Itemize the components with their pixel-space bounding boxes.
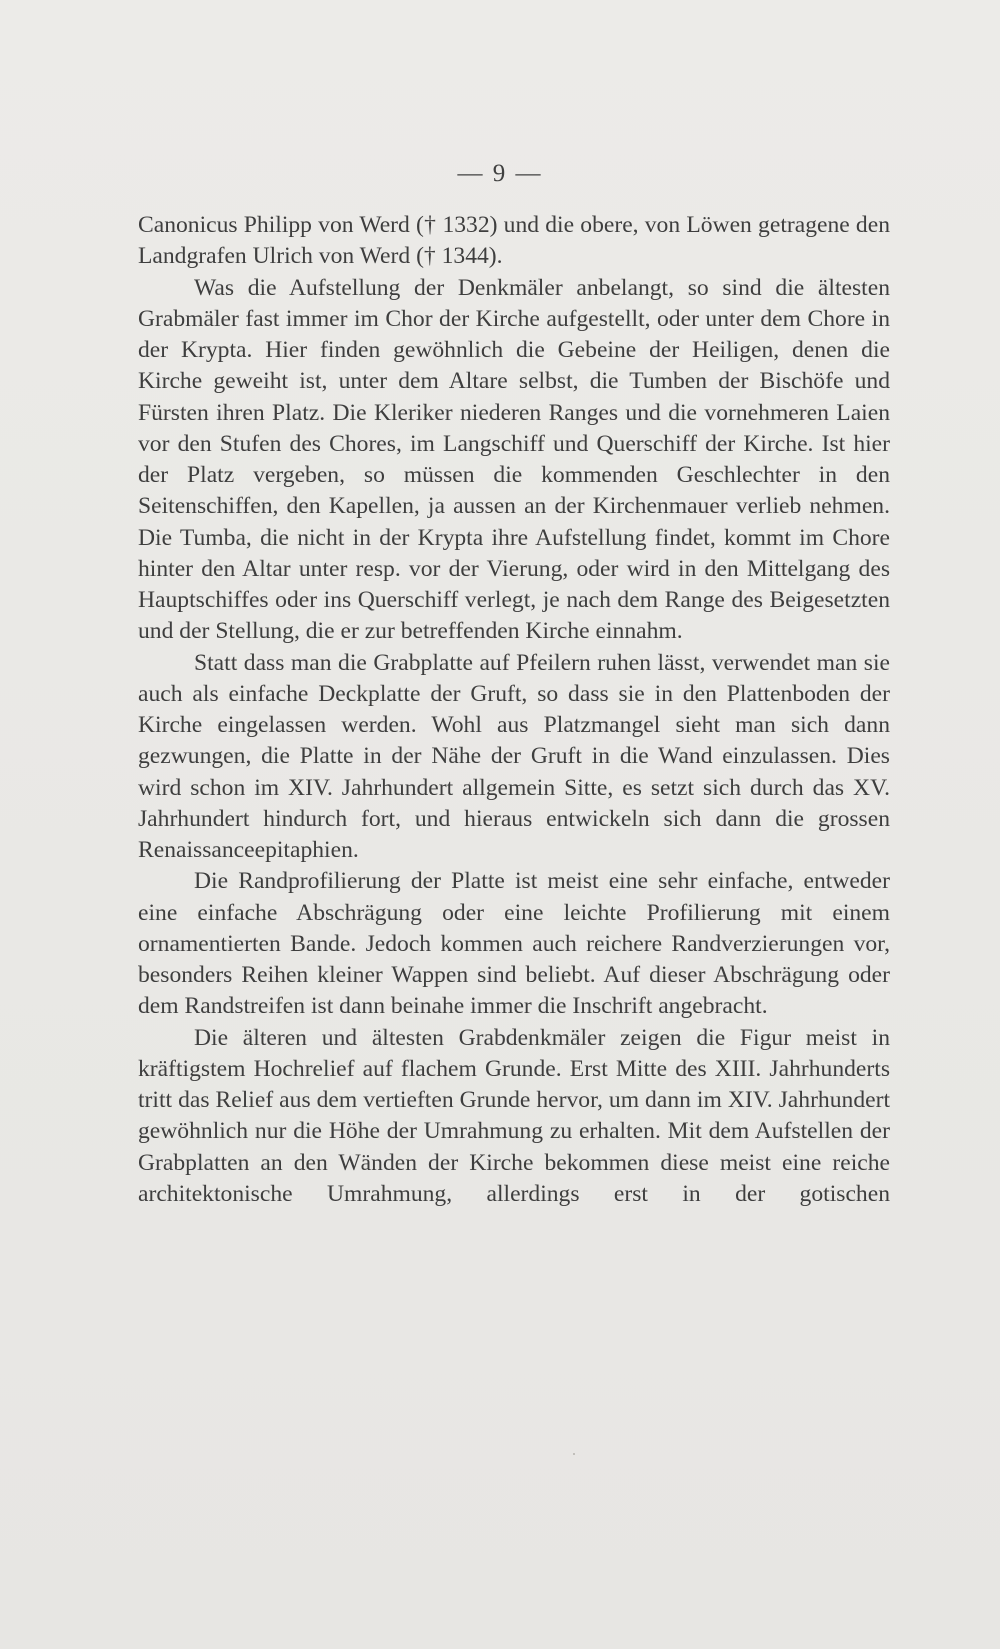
page-number: — 9 — xyxy=(457,160,543,187)
paragraph-1: Canonicus Philipp von Werd († 1332) und die obere, von Löwen getragene den Landgrafen Ulrich von Werd († 1344). xyxy=(138,212,890,270)
paragraph-3: Statt dass man die Grabplatte auf Pfeilern ruhen lässt, verwendet man sie auch als einfache Deckplatte der Gruft, so dass sie in den Plattenboden der Kirche eingelassen werden. Wohl aus Platzmangel sieht man sich dann gezwungen, die Platte in der Nähe der Gruft in die Wand einzulassen. Dies wird schon im XIV. Jahrhundert allgemein Sitte, es setzt sich durch das XV. Jahrhundert hindurch fort, und hieraus entwickeln sich dann die grossen Renaissanceepitaphien. xyxy=(138,649,890,863)
paper-speck xyxy=(573,1453,575,1455)
body-text xyxy=(138,210,890,1210)
paragraph-5: Die älteren und ältesten Grabdenkmäler zeigen die Figur meist in kräftigstem Hochrelief auf flachem Grunde. Erst Mitte des XIII. Jahrhunderts tritt das Relief aus dem vertieften Grunde hervor, um dann im XIV. Jahrhundert gewöhnlich nur die Höhe der Umrahmung zu erhalten. Mit dem Aufstellen der Grabplatten an den Wänden der Kirche bekommen diese meist eine reiche architektonische Umrahmung, allerdings erst in der gotischen xyxy=(138,1024,890,1207)
paragraph-2: Was die Aufstellung der Denkmäler anbelangt, so sind die ältesten Grabmäler fast immer im Chor der Kirche aufgestellt, oder unter dem Chore in der Krypta. Hier finden gewöhnlich die Gebeine der Heiligen, denen die Kirche geweiht ist, unter dem Altare selbst, die Tumben der Bischöfe und Fürsten ihren Platz. Die Kleriker niederen Ranges und die vornehmeren Laien vor den Stufen des Chores, im Langschiff und Querschiff der Kirche. Ist hier der Platz vergeben, so müssen die kommenden Geschlechter in den Seitenschiffen, den Kapellen, ja aussen an der Kirchenmauer verlieb nehmen. Die Tumba, die nicht in der Krypta ihre Aufstellung findet, kommt im Chore hinter den Altar unter resp. vor der Vierung, oder wird in den Mittelgang des Hauptschiffes oder ins Querschiff verlegt, je nach dem Range des Beigesetzten und der Stellung, die er zur betreffenden Kirche einnahm. xyxy=(138,274,890,645)
paragraph-4: Die Randprofilierung der Platte ist meist eine sehr einfache, entweder eine einfache Abschrägung oder eine leichte Profilierung mit einem ornamentierten Bande. Jedoch kommen auch reichere Randverzierungen vor, besonders Reihen kleiner Wappen sind beliebt. Auf dieser Abschrägung oder dem Randstreifen ist dann beinahe immer die Inschrift angebracht. xyxy=(138,868,890,1020)
